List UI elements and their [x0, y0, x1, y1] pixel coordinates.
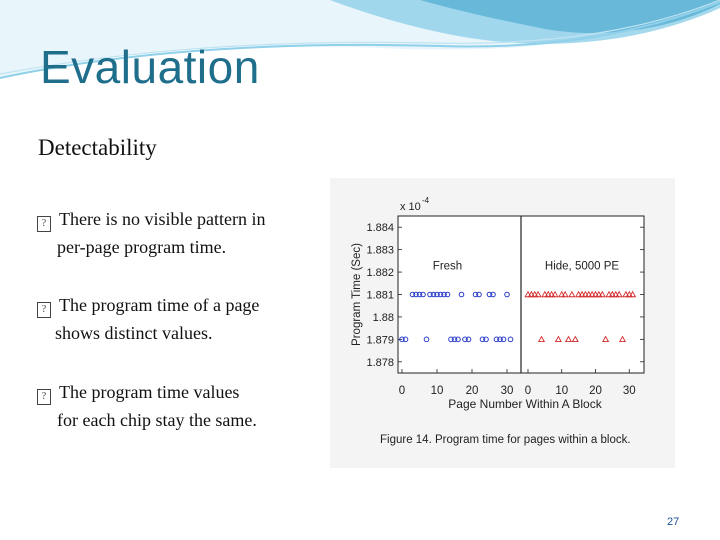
x-tick-label: 10	[555, 385, 569, 397]
x-tick-label: 20	[589, 385, 602, 397]
bullet-item	[37, 378, 257, 434]
page-number: 27	[667, 516, 680, 528]
bullet-text-continued: per-page program time.	[57, 237, 227, 257]
bullet-box-icon: ?	[37, 389, 51, 405]
bullet-box-icon: ?	[37, 216, 51, 232]
y-tick-label: 1.878	[366, 356, 394, 369]
bullet-box-icon: ?	[37, 302, 51, 318]
x-tick-label: 30	[500, 385, 514, 397]
x-tick-label: 0	[398, 385, 406, 397]
x-tick-label: 10	[430, 385, 444, 397]
bullet-item	[37, 291, 259, 347]
y-tick-label: 1.879	[366, 334, 394, 347]
x-tick-label: 0	[524, 385, 532, 397]
x-tick-label: 20	[465, 385, 479, 397]
y-tick-label: 1.881	[366, 289, 394, 302]
y-tick-label: 1.882	[366, 267, 394, 280]
panel-label-hide: Hide, 5000 PE	[544, 260, 620, 273]
panel-label-fresh: Fresh	[432, 260, 463, 273]
slide-title: Evaluation	[40, 41, 260, 93]
bullet-text-continued: for each chip stay the same.	[57, 410, 257, 430]
bullet-text: The program time values	[59, 382, 240, 402]
y-exponent-power: -4	[422, 196, 430, 205]
scatter-chart	[330, 178, 675, 468]
slide-subtitle: Detectability	[38, 135, 157, 160]
bullet-text: The program time of a page	[59, 295, 260, 315]
figure-caption: Figure 14. Program time for pages within a block.	[380, 434, 631, 446]
chart-figure	[330, 178, 675, 468]
y-exponent-label: x 10	[400, 201, 421, 213]
x-axis-label: Page Number Within A Block	[448, 397, 602, 411]
bullet-text-continued: shows distinct values.	[55, 323, 213, 343]
y-axis-label: Program Time (Sec)	[351, 243, 363, 346]
y-tick-label: 1.88	[372, 311, 394, 324]
bullet-item	[37, 205, 265, 261]
y-tick-label: 1.884	[366, 222, 394, 235]
bullet-text: There is no visible pattern in	[59, 209, 266, 229]
x-tick-label: 30	[622, 385, 636, 397]
y-tick-label: 1.883	[366, 244, 394, 257]
